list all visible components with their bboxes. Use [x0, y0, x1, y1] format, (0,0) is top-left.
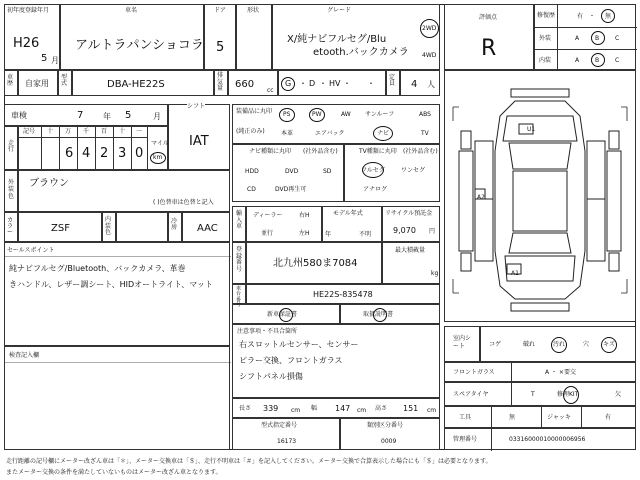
grade-value-line2: etooth.バックカメラ	[313, 47, 409, 58]
displacement-label: 排気量	[217, 72, 224, 93]
jack-value: 有	[605, 414, 612, 421]
capacity-value: 4	[411, 79, 418, 90]
grade-value-line1: X/純ナビフルセグ/Blu	[287, 34, 387, 45]
inspection-month-unit: 月	[153, 112, 161, 121]
sales-points-line1: 純ナビフルセグ/Bluetooth、バックカメラ、革巻	[9, 264, 186, 273]
model-year-label: モデル年式	[333, 210, 363, 217]
shift-label: シフト	[187, 103, 206, 110]
tv-type-label: TV種類に丸印	[359, 148, 397, 155]
defects-notes-label: 注意事項・不具合箇所	[237, 328, 298, 335]
exterior-grade-a: A	[575, 35, 580, 42]
use-value-cell	[18, 70, 58, 96]
mileage-label: 走行	[8, 140, 15, 153]
tv-type-sub: (社外品含む)	[403, 148, 438, 155]
height-value: 151	[403, 404, 419, 413]
fuel-dots: ・ ・	[343, 79, 375, 88]
use-label: 車歴	[7, 74, 14, 87]
displacement-value-cell	[228, 70, 278, 96]
interior-grade-c: C	[615, 57, 620, 64]
month-unit: 月	[51, 56, 59, 65]
chassis-label-cell	[232, 284, 246, 308]
damage-code-a2: A2	[477, 194, 485, 201]
color-code-value: ZSF	[51, 223, 70, 234]
new-car-warranty: 新車保証書	[267, 311, 298, 318]
grade-label: グレード	[327, 7, 352, 14]
equip-navi: ナビ	[377, 130, 390, 137]
tools-label: 工具	[459, 414, 472, 421]
mileage-header-ju: 十	[47, 128, 54, 135]
color-code-label: カラー	[7, 217, 14, 236]
inspection-label: 車検	[11, 111, 27, 120]
footer-note-1: 走行距離の記号欄にメーター改ざん車は「＊」、メーター交換車は「＄」、走行不明車は「＃」を記入してください。メーター交換で合算表示した場合にも「＄」は必要となります。	[6, 458, 492, 465]
jack-label: ジャッキ	[547, 414, 571, 421]
equipment-sublabel: (純正のみ)	[236, 128, 265, 135]
displacement-unit: cc	[267, 87, 274, 94]
exterior-grade-b: B	[595, 35, 600, 42]
tv-fullseg: フルセグ	[361, 167, 385, 174]
type-designation-label: 型式指定番号	[261, 422, 298, 429]
defects-line1: 右スロットルセンサー、センサー	[239, 340, 359, 349]
navi-hdd: HDD	[245, 168, 259, 175]
seat-tear: 破れ	[523, 341, 536, 348]
sales-points-label: セールスポイント	[7, 247, 55, 254]
first-registration-month: 5	[41, 53, 48, 64]
length-label: 長さ	[239, 405, 252, 412]
footer-note-2: またメーター交換の条件を満たしていないものはメーター改ざん車となります。	[6, 469, 222, 476]
navi-dvd: DVD	[285, 168, 299, 175]
seat-label: 室内シート	[453, 335, 472, 350]
recycle-value: 9,070	[393, 226, 416, 235]
inspector-notes-cell	[4, 346, 230, 450]
mileage-header-kigo: 記号	[23, 128, 36, 135]
class-number-label: 類別区分番号	[367, 422, 404, 429]
car-name-cell	[60, 4, 204, 70]
spare-tire-t: T	[531, 391, 535, 398]
model-value-cell	[72, 70, 214, 96]
exterior-note: ( )色替車は色替と記入	[153, 199, 214, 206]
import-options-cell	[246, 206, 322, 242]
navi-dvd-play: DVD再生可	[275, 186, 307, 193]
spare-tire-label: スペアタイヤ	[453, 391, 489, 398]
navi-sd: SD	[323, 168, 332, 175]
mileage-digit-sen: 4	[82, 146, 91, 161]
doors-cell	[204, 4, 236, 70]
capacity-unit: 人	[427, 80, 435, 89]
interior-color-value-cell	[116, 212, 168, 242]
use-label-cell	[4, 70, 18, 96]
displacement-label-cell	[214, 70, 228, 96]
doors-value: 5	[216, 40, 225, 55]
fuel-g: G	[285, 79, 292, 88]
fuel-sep: ・	[319, 79, 327, 88]
repair-yes: 有	[577, 13, 584, 20]
length-value: 339	[263, 404, 279, 413]
exterior-label: 外装色	[8, 179, 15, 201]
spare-tire-missing: 欠	[615, 391, 622, 398]
interior-color-label: 内装色	[105, 216, 112, 237]
capacity-label: 定員	[389, 74, 396, 87]
first-registration-label: 初年度登録年月	[7, 7, 50, 14]
repair-no: 無	[605, 13, 612, 20]
seat-scratch: キズ	[603, 341, 615, 348]
tv-oneseg: ワンセグ	[401, 167, 426, 174]
equip-pw: PW	[312, 111, 322, 118]
import-dealer: ディーラー	[253, 212, 283, 219]
recycle-label: リサイクル預託金	[385, 210, 433, 217]
spare-tire-kit: 修理KIT	[557, 391, 579, 398]
sales-points-line2: きハンドル、レザー調シート、HIDオートライト、マット	[9, 280, 213, 289]
equip-ps: PS	[283, 111, 291, 118]
mileage-digit-ichi: 0	[135, 146, 144, 161]
damage-code-u1: U1	[527, 126, 536, 133]
damage-code-a1: A1	[511, 270, 519, 277]
car-name-value: アルトラパンショコラ	[75, 38, 204, 53]
car-outline-diagram	[445, 71, 635, 321]
capacity-label-cell	[386, 70, 400, 96]
max-load-cell	[382, 242, 440, 284]
mileage-digit-ju: 3	[118, 146, 127, 161]
defects-notes-cell	[232, 324, 440, 398]
shape-label: 形状	[247, 7, 260, 14]
mileage-digit-hyaku: 2	[100, 146, 109, 161]
recycle-cell	[382, 206, 440, 242]
seat-label-cell	[444, 326, 480, 362]
shift-value: IAT	[189, 134, 209, 149]
condition-grid	[534, 4, 636, 70]
interior-grade-label: 内装	[539, 57, 552, 64]
model-value: DBA-HE22S	[107, 79, 165, 90]
recycle-unit: 円	[429, 228, 436, 235]
windshield-value: A ・ ×要交	[545, 369, 576, 376]
management-number-cell	[444, 428, 636, 450]
equip-abs: ABS	[419, 111, 431, 118]
color-code-label-cell	[4, 212, 18, 242]
type-designation-value: 16173	[277, 438, 297, 445]
displacement-value: 660	[235, 79, 255, 90]
mileage-label-cell	[4, 126, 18, 170]
management-number-value: 03316000010000006956	[509, 436, 586, 443]
equip-leather: 本革	[281, 130, 294, 137]
fuel-hv: HV	[329, 79, 341, 88]
fuel-d: D	[309, 79, 316, 88]
import-right: 右H	[299, 212, 310, 219]
spare-tire-cell	[444, 382, 636, 406]
defects-line2: ピラー交換、フロントガラス	[239, 356, 343, 365]
ac-label: 冷房	[171, 218, 178, 231]
height-label: 高さ	[375, 405, 388, 412]
inspection-month: 5	[125, 110, 132, 121]
width-label: 幅	[311, 405, 318, 412]
height-unit: cm	[427, 407, 437, 414]
model-label: 型式	[61, 74, 68, 87]
mileage-grid	[18, 126, 168, 170]
ac-label-cell	[168, 212, 182, 242]
dimensions-cell	[232, 398, 440, 418]
tools-value: 無	[509, 414, 516, 421]
repair-label: 修復歴	[537, 12, 556, 19]
import-label-cell	[232, 206, 246, 242]
chassis-label: 車台番号	[236, 286, 242, 308]
class-number-cell	[340, 418, 440, 450]
navi-type-sub: (社外品含む)	[303, 148, 338, 155]
registration-value-cell	[246, 242, 382, 284]
import-label: 輸入車	[236, 210, 243, 231]
model-year-cell	[322, 206, 382, 242]
mileage-digit-man: 6	[65, 146, 74, 161]
car-diagram-cell	[444, 70, 636, 322]
chassis-value-cell	[246, 284, 440, 304]
ac-value-cell	[182, 212, 230, 242]
width-value: 147	[335, 404, 351, 413]
mileage-header-man: 万	[65, 128, 72, 135]
windshield-label: フロントガラス	[453, 369, 495, 376]
mileage-unit-km: km	[153, 154, 163, 161]
length-unit: cm	[291, 407, 301, 414]
equip-tv: TV	[421, 130, 429, 137]
use-value: 自家用	[25, 79, 49, 88]
navi-cd: CD	[247, 186, 256, 193]
exterior-value: ブラウン	[29, 178, 69, 189]
exterior-grade-label: 外装	[539, 35, 552, 42]
navi-type-label: ナビ種類に丸印	[249, 148, 292, 155]
score-value: R	[481, 36, 497, 61]
equipment-label: 装備品に丸印	[236, 108, 273, 115]
first-registration-cell	[4, 4, 60, 70]
fuel-sep: ・	[299, 79, 307, 88]
inspection-cell	[4, 104, 168, 126]
model-year-value: 不明	[359, 231, 372, 238]
equip-airbag: エアバック	[315, 130, 345, 137]
exterior-label-cell	[4, 170, 18, 212]
doors-label: ドア	[214, 7, 226, 14]
sales-points-cell	[4, 242, 230, 346]
inspection-year-unit: 年	[103, 112, 111, 121]
exterior-grade-c: C	[615, 35, 620, 42]
model-year-unit: 年	[325, 231, 332, 238]
management-number-label: 管理番号	[453, 436, 478, 443]
defects-line3: シフトパネル損傷	[239, 372, 303, 381]
seat-hole: 穴	[583, 341, 590, 348]
seat-burn: コゲ	[489, 341, 502, 348]
shift-cell	[168, 104, 230, 170]
first-registration-year: H26	[13, 36, 40, 51]
width-unit: cm	[357, 407, 367, 414]
fourwd-option: 4WD	[422, 52, 437, 59]
tv-type-cell	[344, 144, 440, 202]
score-label: 評価点	[479, 14, 498, 21]
navi-type-cell	[232, 144, 344, 202]
manual-cell	[340, 304, 440, 324]
mileage-header-ju2: 十	[119, 128, 126, 135]
type-designation-cell	[232, 418, 340, 450]
model-label-cell	[58, 70, 72, 96]
color-code-value-cell	[18, 212, 102, 242]
interior-grade-a: A	[575, 57, 580, 64]
chassis-value: HE22S-835478	[313, 290, 373, 299]
fuel-cell	[278, 70, 386, 96]
equip-aw: AW	[341, 111, 351, 118]
windshield-cell	[444, 362, 636, 382]
interior-grade-b: B	[595, 57, 600, 64]
import-parallel: 並行	[261, 230, 274, 237]
mileage-unit-mile: マイル	[151, 140, 169, 147]
twowd-option: 2WD	[422, 25, 437, 32]
inspector-notes-label: 検査記入欄	[9, 352, 40, 359]
grade-cell	[272, 4, 440, 70]
tv-analog: アナログ	[363, 186, 388, 193]
seat-stain: 汚れ	[553, 341, 566, 348]
tools-jack-cell	[444, 406, 636, 428]
exterior-value-cell	[18, 170, 230, 212]
equip-sunroof: サンルーフ	[365, 111, 395, 118]
class-number-value: 0009	[381, 438, 397, 445]
mileage-header-ichi: 一	[136, 128, 143, 135]
repair-sep: ・	[589, 13, 596, 20]
max-load-unit: kg	[431, 270, 439, 277]
score-cell	[444, 4, 534, 70]
interior-color-label-cell	[102, 212, 116, 242]
ac-value: AAC	[197, 223, 218, 234]
manual-label: 取扱説明書	[363, 311, 394, 318]
car-name-label: 車名	[125, 7, 138, 14]
registration-value: 北九州580ま7084	[273, 258, 358, 269]
shape-cell	[236, 4, 272, 70]
mileage-header-sen: 千	[83, 128, 90, 135]
seat-options-cell	[480, 326, 636, 362]
capacity-value-cell	[400, 70, 440, 96]
registration-label-cell	[232, 242, 246, 284]
new-car-warranty-cell	[232, 304, 340, 324]
inspection-year: 7	[77, 110, 84, 121]
max-load-label: 最大積載量	[395, 247, 426, 254]
import-left: 左H	[299, 230, 310, 237]
equipment-cell	[232, 104, 440, 144]
mileage-header-hyaku: 百	[101, 128, 108, 135]
registration-label: 登録番号	[236, 246, 243, 273]
